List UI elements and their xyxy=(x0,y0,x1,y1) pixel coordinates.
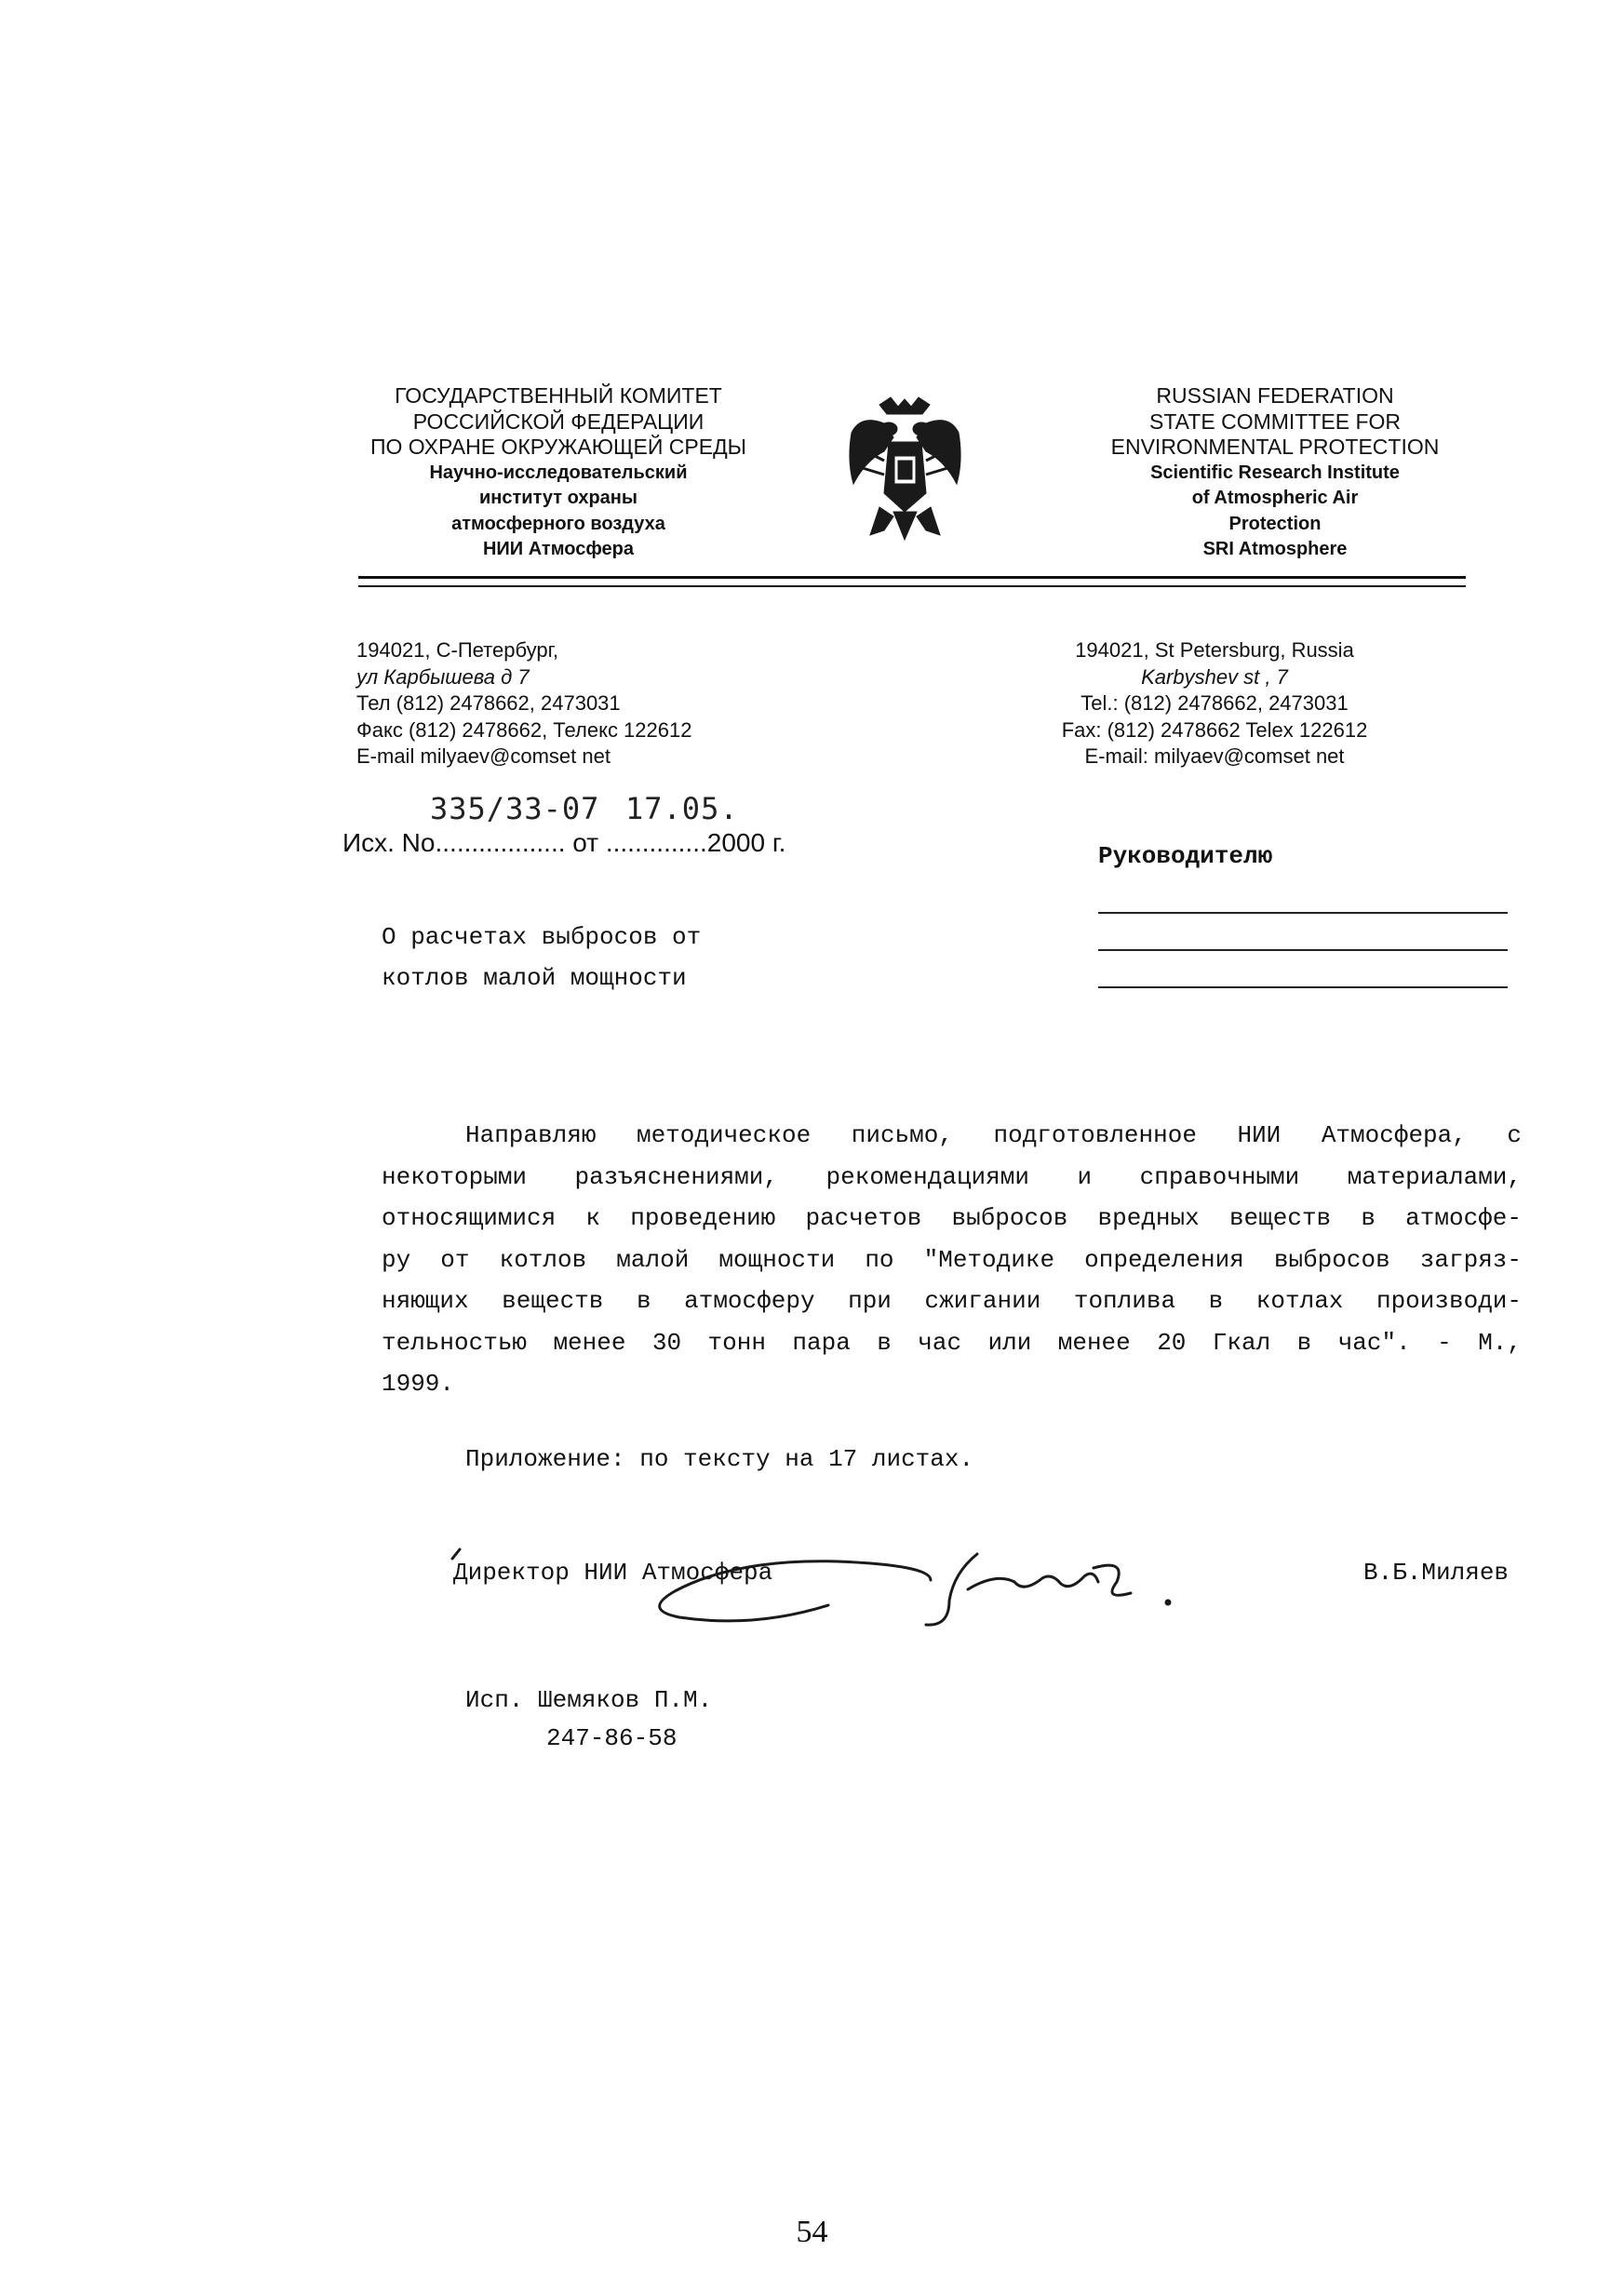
address-line: Fax: (812) 2478662 Telex 122612 xyxy=(1061,717,1368,742)
attachment-note: Приложение: по тексту на 17 листах. xyxy=(465,1445,974,1473)
body-line: 1999. xyxy=(382,1370,455,1398)
address-ru xyxy=(356,637,691,770)
address-line: E-mail milyaev@comset net xyxy=(356,744,611,768)
header-ru-subline: институт охраны xyxy=(479,488,638,508)
header-ru-subline: Научно-исследовательский xyxy=(429,462,688,483)
signatory-title: Директор НИИ Атмосфера xyxy=(453,1559,773,1587)
header-ru-subline: атмосферного воздуха xyxy=(451,513,665,534)
header-en-subline: Scientific Research Institute xyxy=(1150,462,1400,483)
handwritten-signature-icon xyxy=(447,1517,1210,1642)
header-divider-line xyxy=(358,585,1466,587)
header-en-line: STATE COMMITTEE FOR xyxy=(1148,409,1402,434)
subject-line: котлов малой мощности xyxy=(382,964,687,992)
letter-subject xyxy=(382,917,701,998)
header-en-line: ENVIRONMENTAL PROTECTION xyxy=(1110,435,1440,459)
signatory-name: В.Б.Миляев xyxy=(1363,1559,1510,1587)
address-en xyxy=(1024,637,1405,770)
header-divider-line xyxy=(358,576,1466,579)
body-line: тельностью менее 30 тонн пара в час или менее 20 Гкал в час". - М., xyxy=(382,1328,1522,1357)
header-ru-line: ГОСУДАРСТВЕННЫЙ КОМИТЕТ xyxy=(395,383,722,408)
header-en-subline: SRI Atmosphere xyxy=(1202,539,1348,559)
body-line: некоторыми разъяснениями, рекомендациями и справочными материалами, xyxy=(382,1162,1522,1191)
address-line: ул Карбышева д 7 xyxy=(356,664,530,689)
address-line: Tel.: (812) 2478662, 2473031 xyxy=(1080,691,1349,715)
executor-name: Исп. Шемяков П.М. xyxy=(465,1686,713,1714)
body-line: няющих веществ в атмосферу при сжигании топлива в котлах производи- xyxy=(382,1287,1522,1315)
header-ru-line: ПО ОХРАНЕ ОКРУЖАЮЩЕЙ СРЕДЫ xyxy=(369,435,747,459)
header-en-subline: of Atmospheric Air xyxy=(1191,488,1359,508)
address-line: E-mail: milyaev@comset net xyxy=(1084,744,1345,768)
body-line: Направляю методическое письмо, подготовленное НИИ Атмосфера, с xyxy=(465,1121,1522,1149)
header-ru-line: РОССИЙСКОЙ ФЕДЕРАЦИИ xyxy=(412,409,705,434)
outgoing-number-label: Исх. No.................. от ..............2000 г. xyxy=(342,828,786,857)
address-line: Факс (812) 2478662, Телекс 122612 xyxy=(356,717,692,742)
header-en xyxy=(1052,383,1498,563)
header-ru-subline: НИИ Атмосфера xyxy=(482,539,635,559)
coat-of-arms-icon xyxy=(842,395,968,544)
header-en-subline: Protection xyxy=(1228,513,1322,534)
page-number: 54 xyxy=(796,2215,828,2249)
address-line: Тел (812) 2478662, 2473031 xyxy=(356,691,621,715)
address-line: 194021, С-Петербург, xyxy=(356,638,559,662)
recipient-blank-line xyxy=(1098,912,1508,914)
subject-line: О расчетах выбросов от xyxy=(382,923,702,951)
header-en-line: RUSSIAN FEDERATION xyxy=(1156,383,1394,408)
recipient-blank-line xyxy=(1098,949,1508,951)
executor-phone: 247-86-58 xyxy=(546,1724,678,1752)
header-ru xyxy=(344,383,772,563)
address-line: Karbyshev st , 7 xyxy=(1141,664,1288,689)
recipient-label: Руководителю xyxy=(1098,842,1273,870)
handwritten-outgoing-number: 335/33-07 xyxy=(430,791,600,826)
body-line: относящимися к проведению расчетов выбросов вредных веществ в атмосфе- xyxy=(382,1204,1522,1232)
body-line: ру от котлов малой мощности по "Методике определения выбросов загряз- xyxy=(382,1245,1522,1274)
address-line: 194021, St Petersburg, Russia xyxy=(1075,638,1354,662)
letter-body xyxy=(382,1115,1522,1405)
handwritten-outgoing-date: 17.05. xyxy=(625,791,739,826)
recipient-blank-line xyxy=(1098,986,1508,988)
